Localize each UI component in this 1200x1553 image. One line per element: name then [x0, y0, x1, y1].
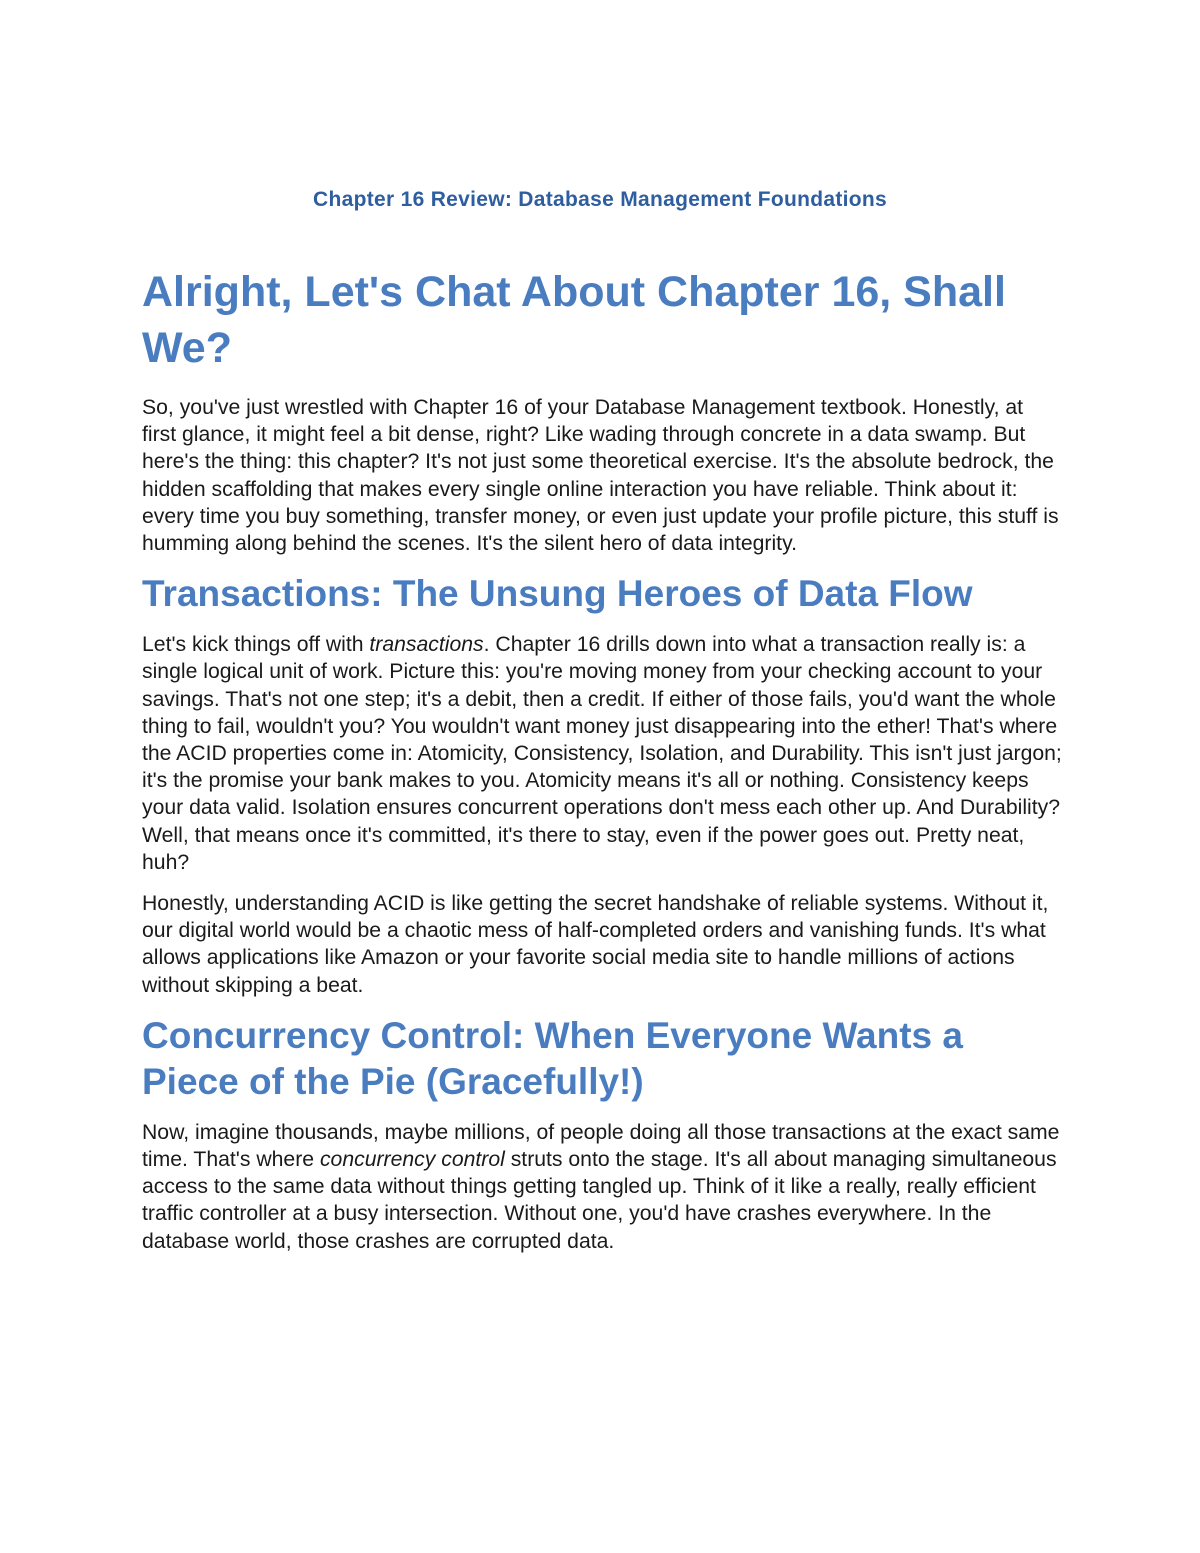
text-run: Let's kick things off with — [142, 633, 370, 657]
text-run: struts onto the stage. It's all about managing simultaneous access to the same data without things getting tangled up. Think of it like a really, really efficient traffic controller at a busy intersection. Without one, you'd have crashes everywhere. In the database world, those crashes are corrupted data. — [142, 1148, 1057, 1253]
main-heading: Alright, Let's Chat About Chapter 16, Shall We? — [142, 268, 1006, 372]
document-body — [142, 264, 1062, 1269]
intro-paragraph: So, you've just wrestled with Chapter 16 of your Database Management textbook. Honestly, at first glance, it might feel a bit dense, right? Like wading through concrete in a data swamp. But here's the thing: this chapter? It's not just some theoretical exercise. It's the absolute bedrock, the hidden scaffolding that makes every single online interaction you have reliable. Think about it: every time you buy something, transfer money, or even just update your profile picture, this stuff is humming along behind the scenes. It's the silent hero of data integrity. — [142, 396, 1059, 556]
text-run: . Chapter 16 drills down into what a transaction really is: a single logical unit of work. Picture this: you're moving money from your checking account to your savings. That's not one step; it's a debit, then a credit. If either of those fails, you'd want the whole thing to fail, wouldn't you? You wouldn't want money just disappearing into the ether! That's where the ACID properties come in: Atomicity, Consistency, Isolation, and Durability. This isn't just jargon; it's the promise your bank makes to you. Atomicity means it's all or nothing. Consistency keeps your data valid. Isolation ensures concurrent operations don't mess each other up. And Durability? Well, that means once it's committed, it's there to stay, even if the power goes out. Pretty neat, huh? — [142, 633, 1062, 874]
section-heading-concurrency: Concurrency Control: When Everyone Wants a Piece of the Pie (Gracefully!) — [142, 1014, 963, 1102]
emphasis-text: transactions — [369, 633, 484, 657]
running-title: Chapter 16 Review: Database Management Foundations — [313, 188, 887, 211]
transactions-paragraph-2: Honestly, understanding ACID is like getting the secret handshake of reliable systems. Without it, our digital world would be a chaotic mess of half-completed orders and vanishing funds. It's what allows applications like Amazon or your favorite social media site to handle millions of actions without skipping a beat. — [142, 892, 1049, 997]
emphasis-text: concurrency control — [319, 1148, 505, 1172]
concurrency-paragraph-1 — [142, 1119, 1062, 1255]
section-heading-transactions: Transactions: The Unsung Heroes of Data Flow — [142, 573, 973, 615]
transactions-paragraph-1 — [142, 631, 1062, 876]
text-run: Now, imagine thousands, maybe millions, of people doing all those transactions at the exact same time. That's where — [142, 1120, 1060, 1172]
